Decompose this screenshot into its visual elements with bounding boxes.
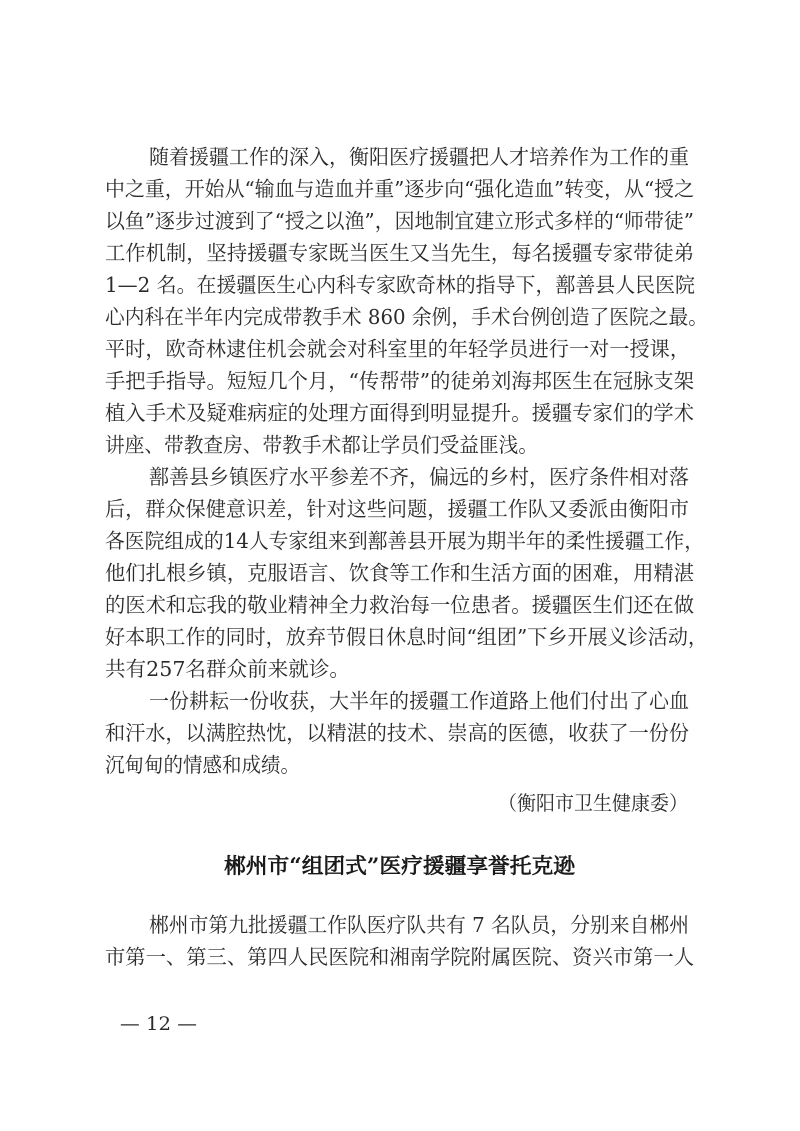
section-paragraph-line-1: 郴州市第九批援疆工作队医疗队共有 7 名队员，分别来自郴州 bbox=[149, 913, 689, 937]
paragraph-2-line-4: 他们扎根乡镇，克服语言、饮食等工作和生活方面的困难，用精湛 bbox=[105, 561, 694, 585]
paragraph-2-line-7: 共有257名群众前来就诊。 bbox=[105, 657, 350, 681]
paragraph-2-line-3: 各医院组成的14人专家组来到鄯善县开展为期半年的柔性援疆工作， bbox=[105, 529, 704, 553]
paragraph-2-line-5: 的医术和忘我的敬业精神全力救治每一位患者。援疆医生们还在做 bbox=[105, 593, 694, 617]
paragraph-1-line-9: 植入手术及疑难病症的处理方面得到明显提升。援疆专家们的学术 bbox=[105, 401, 694, 425]
paragraph-3-line-3: 沉甸甸的情感和成绩。 bbox=[105, 753, 300, 777]
paragraph-3-line-2: 和汗水，以满腔热忱，以精湛的技术、崇高的医德，收获了一份份 bbox=[105, 721, 689, 745]
paragraph-2-line-1: 鄯善县乡镇医疗水平参差不齐，偏远的乡村，医疗条件相对落 bbox=[149, 465, 689, 489]
paragraph-1-line-3: 以鱼”逐步过渡到了“授之以渔”，因地制宜建立形式多样的“师带徒” bbox=[105, 209, 694, 233]
paragraph-1-line-7: 平时，欧奇林逮住机会就会对科室里的年轻学员进行一对一授课， bbox=[105, 337, 690, 361]
paragraph-1-line-10: 讲座、带教查房、带教手术都让学员们受益匪浅。 bbox=[105, 433, 538, 457]
section-paragraph-line-2: 市第一、第三、第四人民医院和湘南学院附属医院、资兴市第一人 bbox=[105, 945, 694, 969]
paragraph-3-line-1: 一份耕耘一份收获，大半年的援疆工作道路上他们付出了心血 bbox=[149, 689, 689, 713]
signature: （衡阳市卫生健康委） bbox=[498, 791, 688, 815]
paragraph-1-line-6: 心内科在半年内完成带教手术 860 余例，手术台例创造了医院之最。 bbox=[105, 305, 708, 329]
paragraph-1-line-1: 随着援疆工作的深入，衡阳医疗援疆把人才培养作为工作的重 bbox=[149, 145, 689, 169]
paragraph-1-line-2: 中之重，开始从“输血与造血并重”逐步向“强化造血”转变，从“授之 bbox=[105, 177, 694, 201]
paragraph-1-line-8: 手把手指导。短短几个月，“传帮带”的徒弟刘海邦医生在冠脉支架 bbox=[105, 369, 694, 393]
page-number: — 12 — bbox=[120, 1013, 197, 1035]
section-heading: 郴州市“组团式”医疗援疆享誉托克逊 bbox=[224, 853, 575, 878]
paragraph-2-line-2: 后，群众保健意识差，针对这些问题，援疆工作队又委派由衡阳市 bbox=[105, 497, 689, 521]
paragraph-1-line-5: 1—2 名。在援疆医生心内科专家欧奇林的指导下，鄯善县人民医院 bbox=[105, 273, 695, 297]
paragraph-2-line-6: 好本职工作的同时，放弃节假日休息时间“组团”下乡开展义诊活动， bbox=[105, 625, 708, 649]
paragraph-1-line-4: 工作机制，坚持援疆专家既当医生又当先生，每名援疆专家带徒弟 bbox=[105, 241, 694, 265]
